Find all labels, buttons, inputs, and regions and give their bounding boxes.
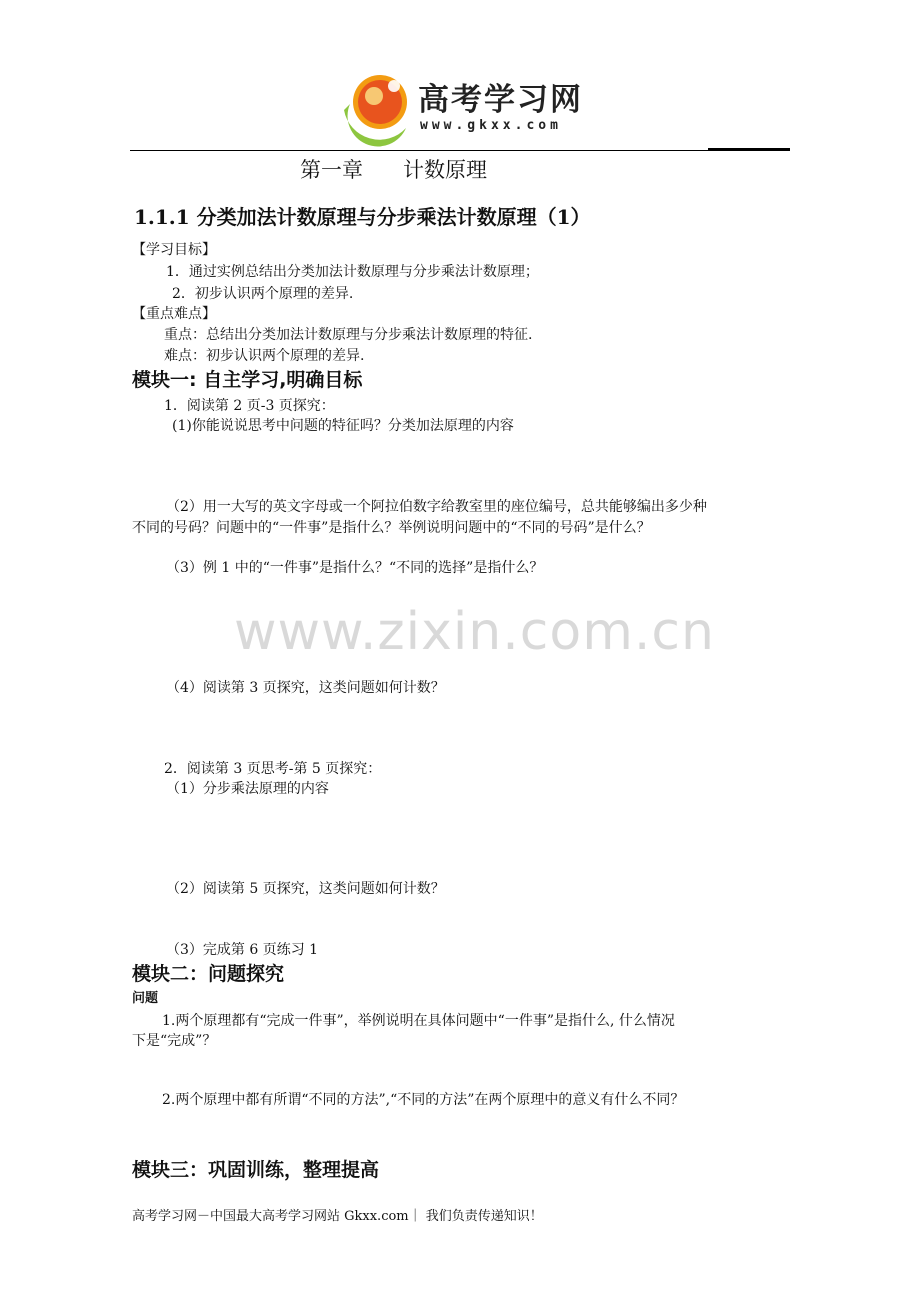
chapter-title: 第一章 计数原理 (300, 158, 488, 182)
module1-part1: 1．阅读第 2 页-3 页探究： (164, 398, 335, 414)
header-rule-accent (708, 148, 790, 150)
module1-heading: 模块一: 自主学习,明确目标 (132, 369, 363, 391)
objectives-heading: 【学习目标】 (132, 242, 216, 258)
module2-q1-line2: 下是“完成”？ (132, 1033, 217, 1049)
module1-q4: （4）阅读第 3 页探究，这类问题如何计数？ (166, 680, 445, 696)
module2-q2: 2.两个原理中都有所谓“不同的方法”,“不同的方法”在两个原理中的意义有什么不同？ (162, 1092, 685, 1108)
module1-p2q1: （1）分步乘法原理的内容 (166, 781, 329, 797)
module1-p2q3: （3）完成第 6 页练习 1 (166, 942, 319, 958)
keypoints-heading: 【重点难点】 (132, 306, 216, 322)
header-rule (130, 150, 790, 151)
logo-url: www.gkxx.com (420, 118, 562, 133)
watermark: www.zixin.com.cn (234, 602, 715, 662)
keypoint-item: 难点：初步认识两个原理的差异. (164, 348, 365, 364)
module2-heading: 模块二：问题探究 (132, 963, 285, 985)
module1-q2-line1: （2）用一大写的英文字母或一个阿拉伯数字给教室里的座位编号，总共能够编出多少种 (166, 499, 707, 515)
lesson-title: 1.1.1 分类加法计数原理与分步乘法计数原理（1） (134, 205, 591, 229)
keypoint-item: 重点：总结出分类加法计数原理与分步乘法计数原理的特征. (164, 327, 533, 343)
module1-part2: 2．阅读第 3 页思考-第 5 页探究： (164, 761, 382, 777)
module1-q2-line2: 不同的号码？问题中的“一件事”是指什么？举例说明问题中的“不同的号码”是什么？ (132, 520, 651, 536)
gkxx-logo-icon (336, 66, 418, 148)
module1-p2q2: （2）阅读第 5 页探究，这类问题如何计数？ (166, 881, 445, 897)
module1-q1: (1)你能说说思考中问题的特征吗？分类加法原理的内容 (172, 418, 514, 434)
module3-heading: 模块三：巩固训练，整理提高 (132, 1159, 380, 1181)
footer-text: 高考学习网－中国最大高考学习网站 Gkxx.com｜ 我们负责传递知识！ (132, 1209, 543, 1224)
objective-item: 1．通过实例总结出分类加法计数原理与分步乘法计数原理； (166, 264, 539, 280)
module2-q1-line1: 1.两个原理都有“完成一件事”，举例说明在具体问题中“一件事”是指什么, 什么情况 (162, 1013, 675, 1029)
module1-q3: （3）例 1 中的“一件事”是指什么？“不同的选择”是指什么？ (166, 560, 544, 576)
logo-name: 高考学习网 (418, 82, 583, 118)
objective-item: 2．初步认识两个原理的差异. (172, 286, 354, 302)
module2-subheading: 问题 (132, 991, 159, 1006)
